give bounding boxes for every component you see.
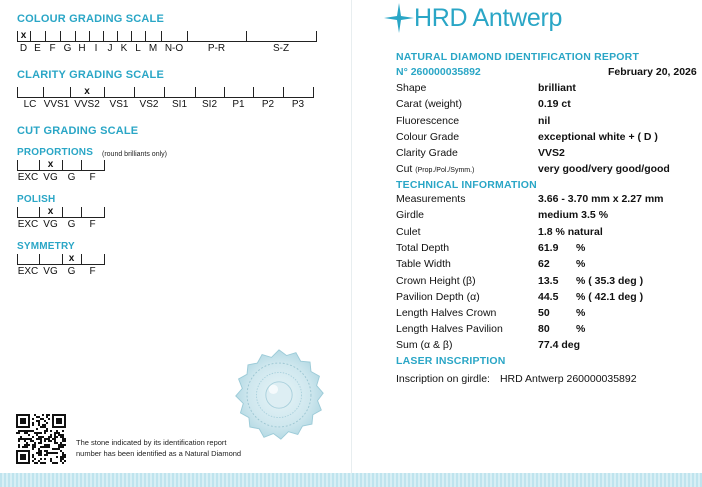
scale-label: P2 (261, 99, 275, 110)
scale-tick (89, 31, 90, 42)
scale-label: LC (23, 99, 37, 110)
scale-tick (283, 87, 284, 98)
scale-tick (81, 207, 82, 218)
scale-tick (39, 254, 40, 265)
scale-tick (117, 31, 118, 42)
scale-tick (164, 87, 165, 98)
hrd-logo (384, 3, 562, 33)
selected-grade-mark: x (68, 253, 75, 264)
scale-tick (17, 160, 18, 171)
report-row-clarity-grade: Clarity Grade VVS2 (396, 147, 565, 159)
colour-scale-title: COLOUR GRADING SCALE (17, 13, 164, 25)
scale-label: K (120, 43, 128, 54)
scale-label: S-Z (272, 43, 290, 54)
scale-label: EXC (17, 266, 39, 277)
clarity-scale-title: CLARITY GRADING SCALE (17, 69, 165, 81)
selected-grade-mark: x (47, 159, 54, 170)
scale-tick (313, 87, 314, 98)
qr-code-icon (16, 414, 66, 464)
scale-label: I (94, 43, 98, 54)
inscription (396, 373, 637, 385)
scale-tick (104, 254, 105, 265)
report-row-colour-grade: Colour Grade exceptional white + ( D ) (396, 131, 658, 143)
scale-label: G (67, 266, 76, 277)
scale-label: VG (43, 266, 58, 277)
technical-title: TECHNICAL INFORMATION (396, 179, 537, 191)
scale-baseline (17, 264, 105, 265)
scale-tick (17, 254, 18, 265)
scale-tick (39, 160, 40, 171)
scale-tick (75, 31, 76, 42)
proportions-title: PROPORTIONS (17, 147, 94, 158)
scale-label: VG (43, 172, 58, 183)
scale-tick (62, 207, 63, 218)
scale-baseline (17, 97, 314, 98)
scale-tick (224, 87, 225, 98)
scale-tick (195, 87, 196, 98)
report-row-shape: Shape brilliant (396, 82, 576, 94)
scale-tick (81, 254, 82, 265)
technical-row: Total Depth 61.9 % (396, 242, 586, 254)
footer-note-line2: number has been identified as a Natural Diamond (76, 449, 242, 458)
cut-scale-title: CUT GRADING SCALE (17, 125, 139, 137)
scale-label: P3 (291, 99, 305, 110)
report-row-fluorescence: Fluorescence nil (396, 115, 551, 127)
scale-tick (43, 87, 44, 98)
scale-label: G (67, 219, 76, 230)
scale-tick (30, 31, 31, 42)
scale-label: E (34, 43, 41, 54)
scale-tick (39, 207, 40, 218)
technical-row: Culet 1.8 % natural (396, 226, 603, 238)
hologram-seal-icon (232, 348, 326, 442)
fold-line (351, 0, 352, 473)
scale-tick (134, 87, 135, 98)
scale-tick (62, 254, 63, 265)
symmetry-title: SYMMETRY (17, 241, 75, 252)
scale-label: N-O (164, 43, 184, 54)
technical-row: Girdle medium 3.5 % (396, 209, 609, 221)
scale-tick (81, 160, 82, 171)
scale-label: VVS1 (43, 99, 70, 110)
scale-tick (145, 31, 146, 42)
scale-tick (45, 31, 46, 42)
security-band (0, 473, 702, 487)
logo-text: HRD Antwerp (414, 3, 563, 32)
scale-label: G (67, 172, 76, 183)
scale-label: J (107, 43, 113, 54)
scale-label: L (135, 43, 141, 54)
scale-tick (17, 87, 18, 98)
scale-tick (316, 31, 317, 42)
selected-grade-mark: x (84, 86, 90, 97)
star-logo-icon (384, 3, 414, 33)
scale-tick (60, 31, 61, 42)
scale-tick (104, 160, 105, 171)
technical-row: Measurements 3.66 - 3.70 mm x 2.27 mm (396, 193, 664, 205)
report-number: N° 260000035892 (396, 66, 481, 78)
scale-label: F (89, 219, 96, 230)
scale-label: P1 (232, 99, 245, 110)
scale-label: VS2 (139, 99, 159, 110)
report-title: NATURAL DIAMOND IDENTIFICATION REPORT (396, 51, 640, 63)
scale-baseline (17, 41, 317, 42)
technical-row: Sum (α & β) 77.4 deg (396, 339, 581, 351)
scale-tick (104, 207, 105, 218)
scale-label: F (49, 43, 56, 54)
scale-tick (253, 87, 254, 98)
scale-label: P-R (207, 43, 226, 54)
technical-row: Table Width 62 % (396, 258, 586, 270)
scale-label: F (89, 266, 96, 277)
scale-label: VVS2 (74, 99, 100, 110)
scale-tick (70, 87, 71, 98)
technical-row: Length Halves Pavilion 80 % (396, 323, 586, 335)
report-row-cut: Cut (Prop./Pol./Symm.) very good/very good/good (396, 163, 670, 175)
scale-tick (246, 31, 247, 42)
scale-label: SI2 (201, 99, 218, 110)
footer-note-line1: The stone indicated by its identification report (76, 438, 227, 447)
inscription-value: HRD Antwerp 260000035892 (499, 373, 637, 385)
scale-tick (161, 31, 162, 42)
scale-tick (17, 207, 18, 218)
scale-tick (103, 31, 104, 42)
scale-tick (104, 87, 105, 98)
scale-baseline (17, 217, 105, 218)
scale-tick (62, 160, 63, 171)
scale-label: EXC (17, 172, 39, 183)
scale-label: M (148, 43, 158, 54)
scale-label: SI1 (171, 99, 188, 110)
technical-row: Crown Height (β) 13.5 % ( 35.3 deg ) (396, 275, 644, 287)
report-row-carat: Carat (weight) 0.19 ct (396, 98, 571, 110)
scale-label: H (78, 43, 86, 54)
technical-row: Pavilion Depth (α) 44.5 % ( 42.1 deg ) (396, 291, 644, 303)
scale-label: G (63, 43, 72, 54)
laser-title: LASER INSCRIPTION (396, 355, 506, 367)
scale-tick (131, 31, 132, 42)
scale-tick (187, 31, 188, 42)
scale-label: EXC (17, 219, 39, 230)
inscription-label: Inscription on girdle: (396, 373, 490, 385)
selected-grade-mark: x (20, 30, 27, 41)
technical-row: Length Halves Crown 50 % (396, 307, 586, 319)
scale-label: VG (43, 219, 58, 230)
scale-label: D (19, 43, 28, 54)
scale-baseline (17, 170, 105, 171)
selected-grade-mark: x (47, 206, 54, 217)
scale-label: F (89, 172, 96, 183)
scale-label: VS1 (109, 99, 129, 110)
polish-title: POLISH (17, 194, 56, 205)
scale-tick (17, 31, 18, 42)
report-date: February 20, 2026 (608, 66, 697, 78)
proportions-note: (round brilliants only) (102, 151, 167, 158)
